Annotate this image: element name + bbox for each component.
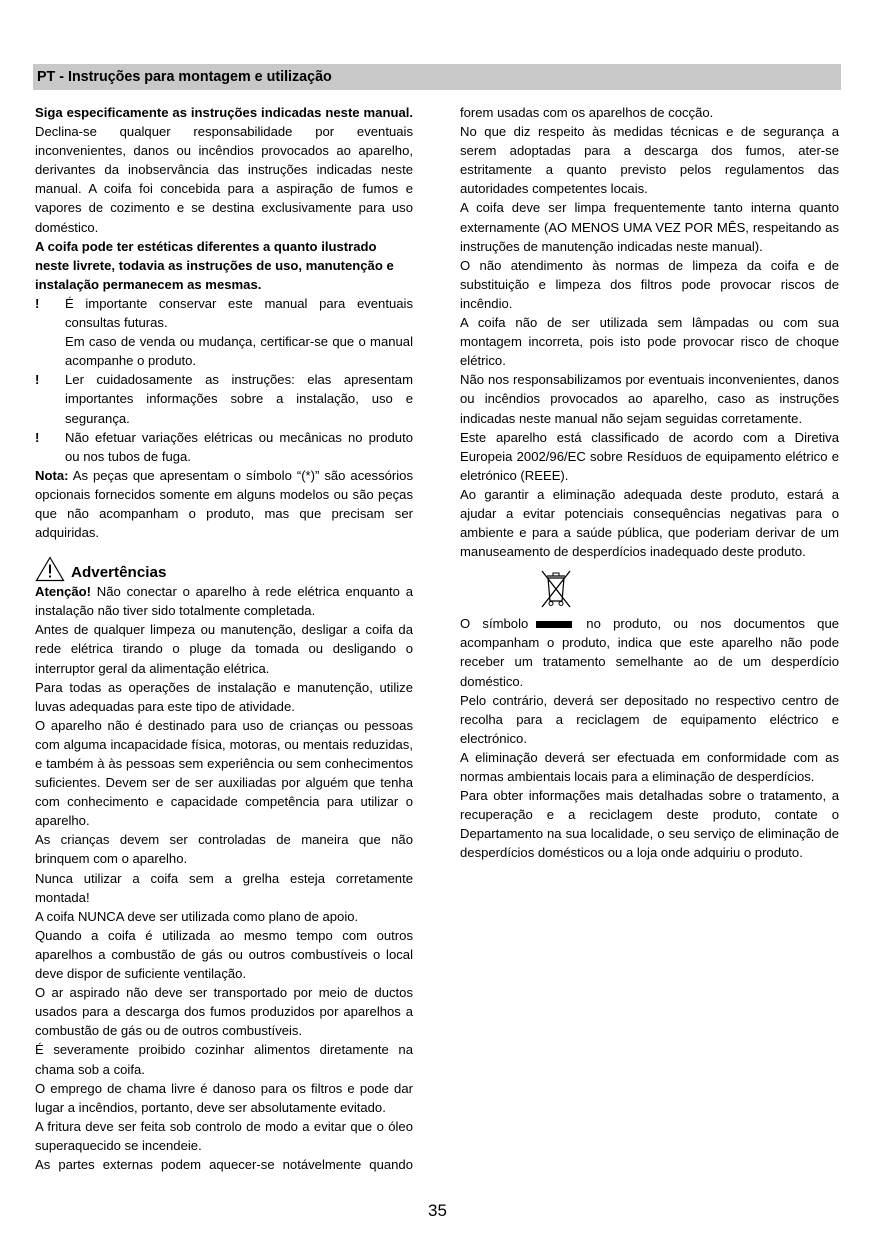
section-title: PT - Instruções para montagem e utilização [37, 69, 332, 85]
body-paragraph: Ao garantir a eliminação adequada deste produto, estará a ajudar a evitar potenciais consequências negativas para o ambiente e para a saúde pública, que poderiam derivar de um manuseamento de desperdícios inadequado deste produto. [460, 486, 839, 560]
warning-triangle-icon [35, 556, 65, 582]
warning-paragraph: O emprego de chama livre é danoso para os filtros e pode dar lugar a incêndios, portanto, deve ser absolutamente evitado. [35, 1080, 413, 1115]
section-header [33, 64, 841, 90]
crossed-out-wheelie-bin-icon [538, 569, 574, 609]
body-paragraph: Este aparelho está classificado de acordo com a Diretiva Europeia 2002/96/EC sobre Resíduos de equipamento elétrico e eletrónico (REEE). [460, 429, 839, 483]
body-paragraph: No que diz respeito às medidas técnicas e de segurança a serem adoptadas para a descarga dos fumos, ater-se estritamente a quanto previsto pelos regulamentos das autoridades competentes locais. [460, 124, 839, 197]
bullet-item [35, 428, 413, 466]
right-column [460, 103, 839, 862]
aesthetic-note: A coifa pode ter estéticas diferentes a quanto ilustrado neste livrete, todavia as instruções de uso, manutenção e instalação permanecem as mesmas. [35, 238, 394, 292]
body-paragraph: Pelo contrário, deverá ser depositado no respectivo centro de recolha para a reciclagem de equipamento eléctrico e electrónico. [460, 692, 839, 746]
intro-text: Declina-se qualquer responsabilidade por eventuais inconvenientes, danos ou incêndios provocados ao aparelho, derivantes da inobservância das instruções indicadas neste manual. A coifa foi concebida para a aspiração de fumos e vapores de cozimento e se destina exclusivamente para uso doméstico. [35, 124, 413, 235]
warning-paragraph: Quando a coifa é utilizada ao mesmo tempo com outros aparelhos a combustão de gás ou outros combustíveis o local deve dispor de suficiente ventilação. [35, 927, 413, 982]
warnings-heading [35, 556, 413, 582]
warnings-title: Advertências [71, 564, 167, 582]
page-number: 35 [428, 1201, 447, 1220]
weee-bar-icon [536, 621, 572, 628]
warning-paragraph: A coifa NUNCA deve ser utilizada como plano de apoio. [35, 908, 359, 924]
symbol-paragraph [460, 614, 839, 690]
atencao-paragraph [35, 582, 413, 620]
bullet-text: Em caso de venda ou mudança, certificar-se que o manual acompanhe o produto. [65, 334, 413, 369]
bullet-text: É importante conservar este manual para eventuais consultas futuras. [65, 295, 413, 331]
warning-paragraph: Nunca utilizar a coifa sem a grelha esteja corretamente montada! [35, 870, 413, 905]
body-paragraph: Para obter informações mais detalhadas sobre o tratamento, a recuperação e a reciclagem deste produto, contate o Departamento na sua localidade, o seu serviço de eliminação de desperdícios domésticos ou a loja onde adquiriu o produto. [460, 788, 839, 861]
bullet-item [35, 294, 413, 370]
warning-paragraph: As partes externas podem aquecer-se notávelmente quando [35, 1156, 413, 1172]
intro-paragraph [35, 103, 413, 237]
intro-bold: Siga especificamente as instruções indicadas neste manual. [35, 105, 413, 120]
warning-paragraph: As crianças devem ser controladas de maneira que não brinquem com o aparelho. [35, 832, 413, 867]
nota-paragraph [35, 466, 413, 542]
bullet-item [35, 370, 413, 427]
warning-paragraph: É severamente proibido cozinhar alimentos diretamente na chama sob a coifa. [35, 1042, 413, 1077]
symbol-post: no produto, ou nos documentos que acompanham o produto, indica que este aparelho não pode receber um tratamento semelhante ao de um desperdício doméstico. [460, 616, 840, 689]
weee-symbol-area [460, 569, 839, 609]
exclamation-icon: ! [35, 295, 40, 311]
body-paragraph: A coifa não de ser utilizada sem lâmpadas ou com sua montagem incorreta, pois isto pode provocar risco de choque elétrico. [460, 315, 839, 369]
nota-text: As peças que apresentam o símbolo “(*)” são acessórios opcionais fornecidos somente em alguns modelos ou são peças que não acompanham o produto, mas que precisam ser adquiridas. [35, 467, 413, 541]
nota-label: Nota: [35, 467, 69, 483]
atencao-label: Atenção! [35, 584, 92, 600]
warning-paragraph: O aparelho não é destinado para uso de crianças ou pessoas com alguma incapacidade física, motoras, ou mentais reduzidas, e também à às pessoas sem experiência ou sem conhecimentos suficientes. Devem ser de ser auxiliadas por alguém que tenha com conhecimento e capacidade competência para utilizar o aparelho. [35, 717, 413, 829]
body-paragraph: forem usadas com os aparelhos de cocção. [460, 105, 714, 120]
bullet-text: Ler cuidadosamente as instruções: elas apresentam importantes informações sobre a instalação, uso e segurança. [65, 372, 413, 426]
atencao-text: Não conectar o aparelho à rede elétrica enquanto a instalação não tiver sido totalmente completada. [35, 584, 413, 619]
symbol-pre: O símbolo [460, 616, 529, 632]
body-paragraph: A coifa deve ser limpa frequentemente tanto interna quanto externamente (AO MENOS UMA VEZ POR MÊS, respeitando as instruções de manutenção indicadas neste manual). [460, 200, 839, 254]
body-paragraph: A eliminação deverá ser efectuada em conformidade com as normas ambientais locais para a eliminação de desperdícios. [460, 749, 839, 784]
warning-paragraph: A fritura deve ser feita sob controlo de modo a evitar que o óleo superaquecido se incendeie. [35, 1118, 413, 1153]
body-paragraph: Não nos responsabilizamos por eventuais inconvenientes, danos ou incêndios provocados ao aparelho, caso as instruções indicadas neste manual não sejam seguidas corretamente. [460, 372, 839, 426]
bullet-text: Não efetuar variações elétricas ou mecânicas no produto ou nos tubos de fuga. [65, 429, 413, 464]
warning-paragraph: Para todas as operações de instalação e manutenção, utilize luvas adequadas para este tipo de atividade. [35, 679, 413, 714]
exclamation-icon: ! [35, 372, 40, 388]
body-paragraph: O não atendimento às normas de limpeza da coifa e de substituição e limpeza dos filtros pode provocar riscos de incêndio. [460, 257, 839, 311]
warning-paragraph: Antes de qualquer limpeza ou manutenção, desligar a coifa da rede elétrica tirando o pluge da tomada ou desligando o interruptor geral da alimentação elétrica. [35, 622, 413, 676]
exclamation-icon: ! [35, 429, 40, 445]
left-column [35, 103, 413, 1174]
warning-paragraph: O ar aspirado não deve ser transportado por meio de ductos usados para a descarga dos fumos produzidos por aparelhos a combustão de gás ou de outros combustíveis. [35, 985, 413, 1039]
